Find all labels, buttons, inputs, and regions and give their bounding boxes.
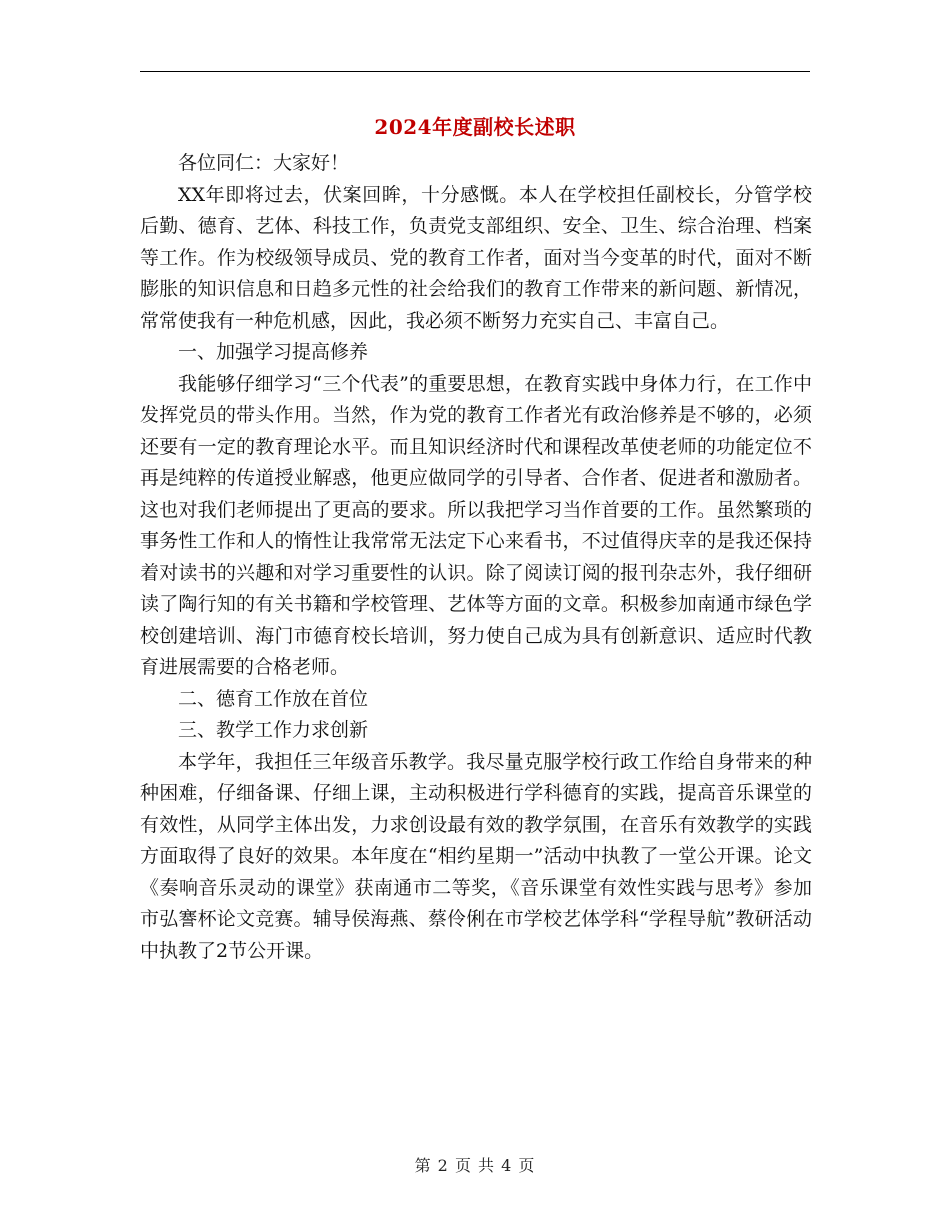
page-footer: 第 2 页 共 4 页 (414, 1156, 536, 1175)
header-rule (140, 71, 810, 72)
section-heading-teaching: 三、教学工作力求创新 (178, 719, 369, 741)
paragraph-teaching: 本学年，我担任三年级音乐教学。我尽量克服学校行政工作给自身带来的种种困难，仔细备课、仔细上课，主动积极进行学科德育的实践，提高音乐课堂的有效性，从同学主体出发，力求创设最有效的教学氛围，在音乐有效教学的实践方面取得了良好的效果。本年度在“相约星期一”活动中执教了一堂公开课。论文《奏响音乐灵动的课堂》获南通市二等奖，《音乐课堂有效性实践与思考》参加市弘謇杯论文竞赛。辅导侯海燕、蔡伶俐在市学校艺体学科“学程导航”教研活动中执教了2节公开课。 (140, 750, 812, 962)
paragraph-greeting: 各位同仁：大家好！ (178, 152, 350, 174)
paragraph-study: 我能够仔细学习“三个代表”的重要思想，在教育实践中身体力行，在工作中发挥党员的带头作用。当然，作为党的教育工作者光有政治修养是不够的，必须还要有一定的教育理论水平。而且知识经济时代和课程改革使老师的功能定位不再是纯粹的传道授业解惑，他更应做同学的引导者、合作者、促进者和激励者。这也对我们老师提出了更高的要求。所以我把学习当作首要的工作。虽然繁琐的事务性工作和人的惰性让我常常无法定下心来看书，不过值得庆幸的是我还保持着对读书的兴趣和对学习重要性的认识。除了阅读订阅的报刊杂志外，我仔细研读了陶行知的有关书籍和学校管理、艺体等方面的文章。积极参加南通市绿色学校创建培训、海门市德育校长培训，努力使自己成为具有创新意识、适应时代教育进展需要的合格老师。 (140, 372, 812, 678)
document-body (140, 148, 812, 967)
paragraph-intro: XX年即将过去，伏案回眸，十分感慨。本人在学校担任副校长，分管学校后勤、德育、艺体、科技工作，负责党支部组织、安全、卫生、综合治理、档案等工作。作为校级领导成员、党的教育工作者，面对当今变革的时代，面对不断膨胀的知识信息和日趋多元性的社会给我们的教育工作带来的新问题、新情况，常常使我有一种危机感，因此，我必须不断努力充实自己、丰富自己。 (140, 183, 812, 332)
section-heading-study: 一、加强学习提高修养 (178, 341, 369, 363)
document-title: 2024年度副校长述职 (374, 115, 576, 139)
section-heading-moral-education: 二、德育工作放在首位 (178, 687, 369, 710)
